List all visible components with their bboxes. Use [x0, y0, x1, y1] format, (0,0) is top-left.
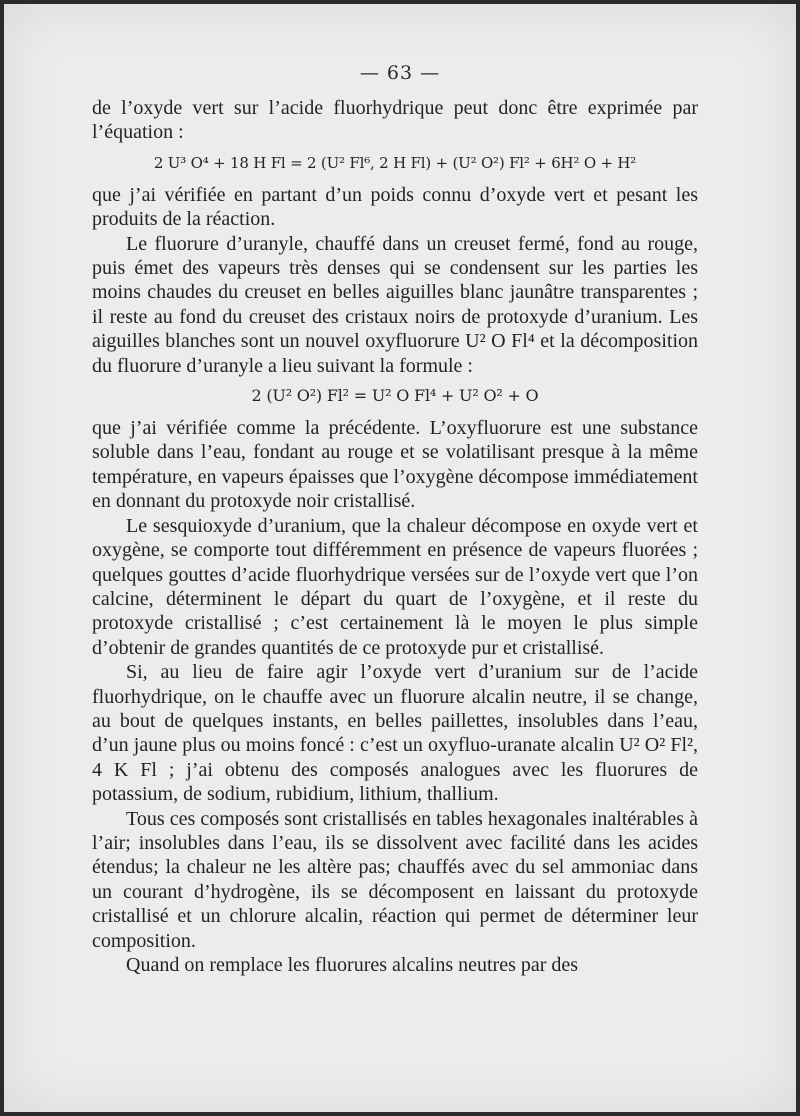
- paragraph-fluorure-uranyle: Le fluorure d’uranyle, chauffé dans un creuset fermé, fond au rouge, puis émet des vapeurs très denses qui se condensent sur les parties les moins chaudes du creuset en belles aiguilles blanc jaunâtre transparentes ; il reste au fond du creuset des cristaux noirs de protoxyde d’uranium. Les aiguilles blanches sont un nouvel oxyfluorure U² O Fl⁴ et la décomposition du fluorure d’uranyle a lieu suivant la formule :: [92, 232, 698, 377]
- paragraph-final-line: Quand on remplace les fluorures alcalins neutres par des: [126, 954, 579, 976]
- page-number: — 63 —: [359, 62, 441, 84]
- paragraph-sesquioxyde: Le sesquioxyde d’uranium, que la chaleur décompose en oxyde vert et oxygène, se comporte tout différemment en présence de vapeurs fluorées ; quelques gouttes d’acide fluorhydrique versées sur de l’oxyde vert que l’on calcine, déterminent le départ du quart de l’oxygène, et il reste du protoxyde cristallisé ; c’est certainement là le moyen le plus simple d’obtenir de grandes quantités de ce protoxyde pur et cristallisé.: [92, 514, 698, 659]
- equation-oxyde-vert: 2 U³ O⁴ + 18 H Fl = 2 (U² Fl⁶, 2 H Fl) + (U² O²) Fl² + 6H² O + H²: [153, 153, 637, 172]
- paragraph-composes: Tous ces composés sont cristallisés en tables hexagonales inaltérables à l’air; insolubles dans l’eau, ils se dissolvent avec facilité dans les acides étendus; la chaleur ne les altère pas; chauffés avec du sel ammoniac dans un courant d’hydrogène, ils se décomposent en laissant du protoxyde cristallisé et un chlorure alcalin, réaction qui permet de déterminer leur composition.: [92, 807, 698, 952]
- scanned-page: [4, 4, 796, 1112]
- equation-fluorure-uranyle: 2 (U² O²) Fl² = U² O Fl⁴ + U² O² + O: [251, 386, 539, 406]
- paragraph-verification: que j’ai vérifiée en partant d’un poids connu d’oxyde vert et pesant les produits de la réaction.: [92, 183, 698, 231]
- paragraph-continuation: de l’oxyde vert sur l’acide fluorhydrique peut donc être exprimée par l’équation :: [92, 97, 698, 144]
- body-text: [92, 96, 698, 977]
- paragraph-oxyfluorure: que j’ai vérifiée comme la précédente. L’oxyfluorure est une substance soluble dans l’eau, fondant au rouge et se volatilisant presque à la même température, en vapeurs épaisses que l’oxygène décompose immédiatement en donnant du protoxyde noir cristallisé.: [92, 417, 698, 513]
- paragraph-fluorure-alcalin: Si, au lieu de faire agir l’oxyde vert d’uranium sur de l’acide fluorhydrique, on le chauffe avec un fluorure alcalin neutre, il se change, au bout de quelques instants, en belles paillettes, insolubles dans l’eau, d’un jaune plus ou moins foncé : c’est un oxyfluo-uranate alcalin U² O² Fl², 4 K Fl ; j’ai obtenu des composés analogues avec les fluorures de potassium, de sodium, rubidium, lithium, thallium.: [92, 661, 698, 806]
